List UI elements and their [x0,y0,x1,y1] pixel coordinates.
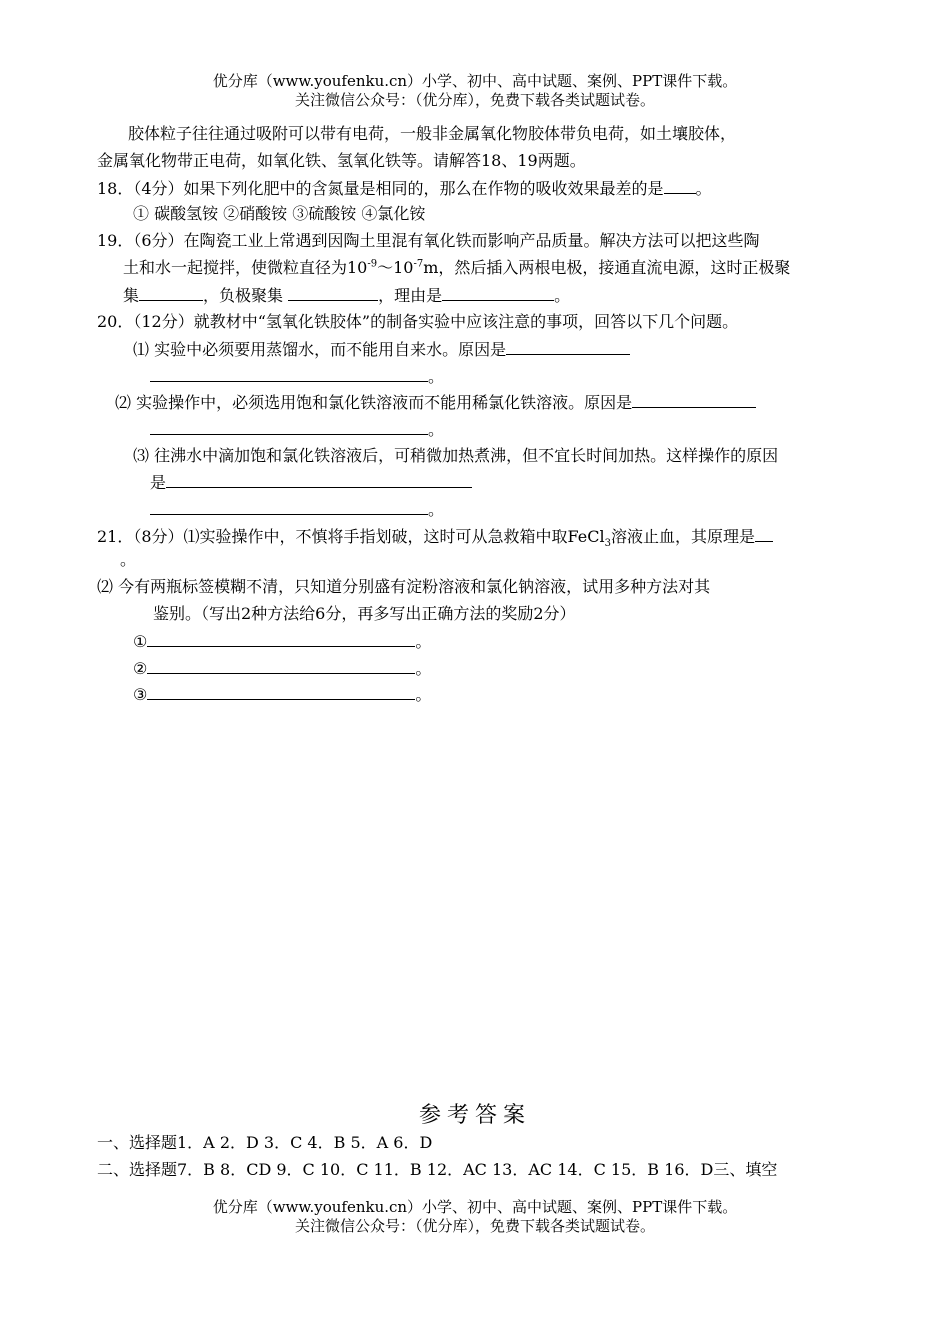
answer-blank[interactable] [506,339,630,355]
answer-blank-negative[interactable] [288,285,378,301]
question-18-text: 18．（4分）如果下列化肥中的含氮量是相同的，那么在作物的吸收效果最差的是 [97,179,664,198]
answer-blank[interactable] [147,658,415,674]
question-20-part-3: ⑶ 往沸水中滴加饱和氯化铁溶液后，可稍微加热煮沸，但不宜长时间加热。这样操作的原因 [133,446,779,465]
answer-blank[interactable] [166,472,472,488]
answer-blank[interactable] [632,392,756,408]
answer-blank[interactable] [147,684,415,700]
answers-line-1: 一、选择题1．A 2．D 3．C 4．B 5．A 6．D [97,1133,433,1152]
page-header-line-2: 关注微信公众号：（优分库），免费下载各类试题试卷。 [294,91,655,109]
question-20-part-3-cont: 是 [150,472,472,493]
question-20-part-3-cont2: 。 [150,499,444,520]
answers-line-2: 二、选择题7．B 8．CD 9．C 10．C 11．B 12．AC 13．AC 14．C 15．B 16．D三、填空 [97,1160,778,1179]
answers-title: 参考答案 [418,1103,531,1128]
question-18-options: ① 碳酸氢铵 ②硝酸铵 ③硫酸铵 ④氯化铵 [133,204,426,223]
page-header-line-1: 优分库（www.youfenku.cn）小学、初中、高中试题、案例、PPT课件下载。 [212,72,738,90]
answer-blank[interactable] [150,419,428,435]
question-19-line-3: 集 ，负极聚集 ，理由是 。 [123,286,571,305]
answer-blank[interactable] [755,526,773,542]
answer-blank[interactable] [147,631,415,647]
answer-blank[interactable] [150,499,428,515]
method-1: ① 。 [133,632,432,651]
answer-blank[interactable] [664,178,696,194]
question-20-line-1: 20．（12分）就教材中“氢氧化铁胶体”的制备实验中应该注意的事项，回答以下几个问题。 [97,312,739,331]
question-20-part-1: ⑴ 实验中必须要用蒸馏水，而不能用自来水。原因是 [133,339,630,360]
question-18: 18．（4分）如果下列化肥中的含氮量是相同的，那么在作物的吸收效果最差的是 。 [97,179,712,198]
answer-blank-positive[interactable] [139,285,203,301]
question-21-line-1-end: 。 [120,550,137,569]
answer-blank[interactable] [150,366,428,382]
answer-blank-reason[interactable] [442,285,554,301]
page-footer-line-2: 关注微信公众号：（优分库），免费下载各类试题试卷。 [294,1217,655,1235]
question-19-line-1: 19．（6分）在陶瓷工业上常遇到因陶土里混有氧化铁而影响产品质量。解决方法可以把这些陶 [97,231,760,250]
page-footer-line-1: 优分库（www.youfenku.cn）小学、初中、高中试题、案例、PPT课件下载。 [212,1198,738,1216]
question-19-line-2: 土和水一起搅拌，使微粒直径为$10^{-9}\sim 10^{-7}m$，然后插入两根电极，接通直流电源，这时正极聚 [123,258,791,277]
intro-line-1: 胶体粒子往往通过吸附可以带有电荷，一般非金属氧化物胶体带负电荷，如土壤胶体， [128,124,737,143]
method-2: ② 。 [133,659,432,678]
question-20-part-2-cont: 。 [150,419,444,440]
question-21-part-2: ⑵ 今有两瓶标签模糊不清，只知道分别盛有淀粉溶液和氯化钠溶液，试用多种方法对其 [97,577,711,596]
question-20-part-1-cont: 。 [150,366,444,387]
question-20-part-2: ⑵ 实验操作中，必须选用饱和氯化铁溶液而不能用稀氯化铁溶液。原因是 [115,392,756,413]
question-21-part-2-cont: 鉴别。（写出2种方法给6分，再多写出正确方法的奖励2分） [153,604,576,623]
method-3: ③ 。 [133,685,432,704]
question-21-line-1: 21．（8分）⑴实验操作中，不慎将手指划破，这时可从急救箱中取FeCl$_3$溶液止血，其原理是 [97,526,773,547]
intro-line-2: 金属氧化物带正电荷，如氧化铁、氢氧化铁等。请解答18、19两题。 [97,151,586,170]
